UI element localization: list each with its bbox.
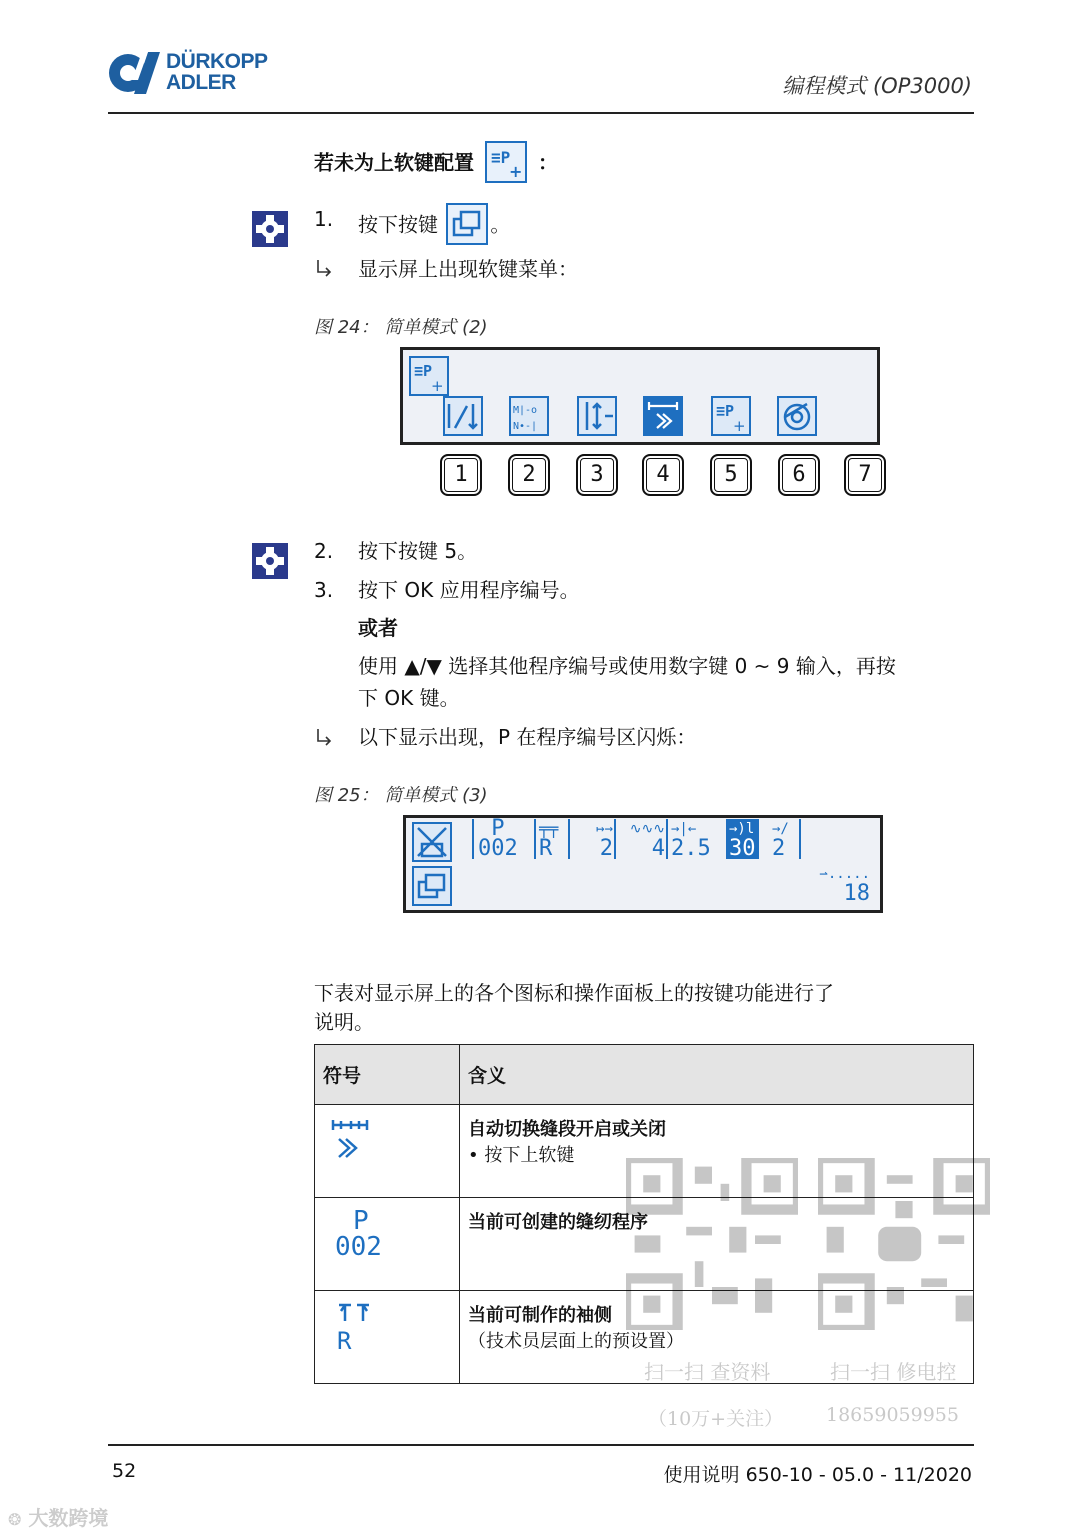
sleeve-side-icon: ╤╤ [539, 819, 559, 838]
step-1-number: 1. [314, 207, 334, 231]
number-key-4[interactable]: 4 [642, 454, 684, 496]
counter-field [812, 864, 870, 904]
table-intro-line-1: 下表对显示屏上的各个图标和操作面板上的按键功能进行了 [314, 981, 834, 1005]
intro-line [314, 143, 558, 185]
softkey-number-row [440, 454, 890, 500]
number-key-6[interactable]: 6 [778, 454, 820, 496]
softkey-1-seam-icon [443, 396, 483, 436]
number-key-3[interactable]: 3 [576, 454, 618, 496]
page-number: 52 [112, 1460, 137, 1482]
svg-text:N•-|: N•-| [513, 421, 538, 432]
softkey-5-program-plus-icon [711, 396, 751, 436]
figure-25-caption: 图 25： 简单模式 (3) [314, 785, 488, 806]
table-header-row [315, 1045, 974, 1105]
corner-watermark [8, 1502, 108, 1531]
watermark-label-1: 扫一扫 查资料 [644, 1360, 771, 1384]
menu-windows-key-icon [446, 203, 488, 245]
alternative-line-1: 使用 ▲/▼ 选择其他程序编号或使用数字键 0 ~ 9 输入，再按 [358, 654, 896, 678]
header-meaning: 含义 [460, 1045, 974, 1105]
qr-code-icon [818, 1158, 990, 1330]
sleeve-side-value: R [539, 836, 553, 861]
svg-text:+: + [431, 377, 444, 394]
result-arrow-icon [314, 258, 336, 280]
thread-icon: →/ [772, 821, 789, 837]
step-1 [358, 205, 510, 247]
sleeve-symbol-letter: R [337, 1327, 352, 1355]
menu-windows-icon [412, 866, 452, 906]
svg-text:≡P: ≡P [414, 362, 433, 380]
wave-field [614, 819, 665, 859]
watermark-label-2: 扫一扫 修电控 [830, 1360, 957, 1384]
stitch-arrow-icon: ↦→ [596, 821, 613, 837]
program-symbol-bottom: 002 [335, 1232, 382, 1262]
meaning-detail: （技术员层面上的预设置） [468, 1331, 684, 1352]
spacing-field [666, 819, 711, 859]
brand-line-1: DÜRKOPP [166, 50, 268, 73]
result-2: 以下显示出现，P 在程序编号区闪烁： [358, 725, 697, 749]
qr-code-icon [626, 1158, 798, 1330]
intro-text: 若未为上软键配置 [314, 150, 474, 175]
thread-value: 2 [772, 836, 786, 861]
wave-value: 4 [651, 836, 665, 861]
program-plus-key-icon [485, 141, 527, 183]
spacing-value: 2.5 [671, 836, 711, 861]
number-key-7[interactable]: 7 [844, 454, 886, 496]
corner-watermark-icon: ❂ [8, 1510, 22, 1529]
speed-icon: →)l [729, 821, 755, 837]
counter-value: 18 [843, 881, 870, 906]
meaning-detail: • 按下上软键 [468, 1145, 575, 1166]
lcd-softkey-menu [400, 347, 880, 445]
stitch-value: 2 [599, 836, 613, 861]
brand-line-2: ADLER [166, 71, 236, 94]
program-number: 002 [478, 836, 518, 861]
step-2-number: 2. [314, 539, 334, 563]
duerkopp-adler-logo-icon [108, 50, 162, 96]
meaning-title: 当前可制作的袖侧 [468, 1305, 612, 1326]
spacing-icon: →|← [671, 821, 697, 837]
sleeve-side-field [534, 819, 558, 859]
figure-24-caption: 图 24： 简单模式 (2) [314, 317, 488, 338]
symbol-cell [315, 1291, 460, 1384]
header-divider [108, 112, 974, 114]
watermark-phone: 18659059955 [826, 1404, 959, 1426]
softkey-3-needle-icon [577, 396, 617, 436]
table-intro-line-2: 说明。 [314, 1010, 374, 1034]
speed-value: 30 [729, 836, 756, 861]
meaning-title: 自动切换缝段开启或关闭 [468, 1119, 666, 1140]
svg-text:+: + [733, 417, 746, 434]
result-1: 显示屏上出现软键菜单： [358, 257, 578, 281]
number-key-2[interactable]: 2 [508, 454, 550, 496]
speed-field [726, 819, 759, 859]
step-3-number: 3. [314, 578, 334, 602]
brand-name [166, 51, 268, 93]
svg-text:≡P: ≡P [490, 148, 511, 167]
action-step-icon [252, 543, 288, 579]
svg-text:M|-o: M|-o [513, 405, 538, 416]
section-title: 编程模式 (OP3000) [782, 74, 972, 98]
sleeve-symbol [323, 1301, 451, 1354]
program-label: P [491, 816, 505, 841]
symbol-cell [315, 1198, 460, 1291]
softkey-6-bobbin-icon [777, 396, 817, 436]
program-field [472, 816, 518, 861]
wave-icon: ∿∿∿ [629, 821, 665, 837]
sleeve-side-icon [337, 1301, 373, 1323]
document-reference: 使用说明 650-10 - 05.0 - 11/2020 [663, 1464, 972, 1486]
program-symbol-top: P [353, 1206, 369, 1236]
stitch-field [568, 819, 613, 859]
step-2-text: 按下按键 5。 [358, 539, 478, 563]
step-3-text: 按下 OK 应用程序编号。 [358, 578, 580, 602]
or-label: 或者 [358, 616, 398, 640]
symbol-cell [315, 1105, 460, 1198]
meaning-title: 当前可创建的缝纫程序 [468, 1212, 648, 1233]
softkey-top-program-icon [409, 356, 449, 396]
auto-segment-icon [329, 1115, 379, 1165]
cancel-box-icon [412, 822, 452, 862]
svg-text:+: + [508, 162, 523, 181]
watermark-label-3: （10万+关注） [648, 1408, 784, 1430]
softkey-2-settings-icon [509, 396, 549, 436]
svg-text:≡P: ≡P [716, 402, 735, 420]
number-key-5[interactable]: 5 [710, 454, 752, 496]
header-symbol: 符号 [315, 1045, 460, 1105]
result-arrow-icon [314, 727, 336, 749]
action-step-icon [252, 211, 288, 247]
lcd-simple-mode-display [403, 815, 883, 913]
footer-divider [108, 1444, 974, 1446]
softkey-4-auto-segment-icon [643, 396, 683, 436]
number-key-1[interactable]: 1 [440, 454, 482, 496]
counter-icon: ⇀..... [819, 866, 870, 882]
step-1-end: 。 [490, 212, 511, 237]
program-symbol [323, 1208, 451, 1260]
corner-watermark-text: 大数跨境 [28, 1506, 109, 1530]
alternative-line-2: 下 OK 键。 [358, 686, 460, 710]
step-1-text: 按下按键 [358, 212, 438, 237]
intro-colon: ： [537, 150, 558, 175]
thread-field [772, 819, 801, 859]
